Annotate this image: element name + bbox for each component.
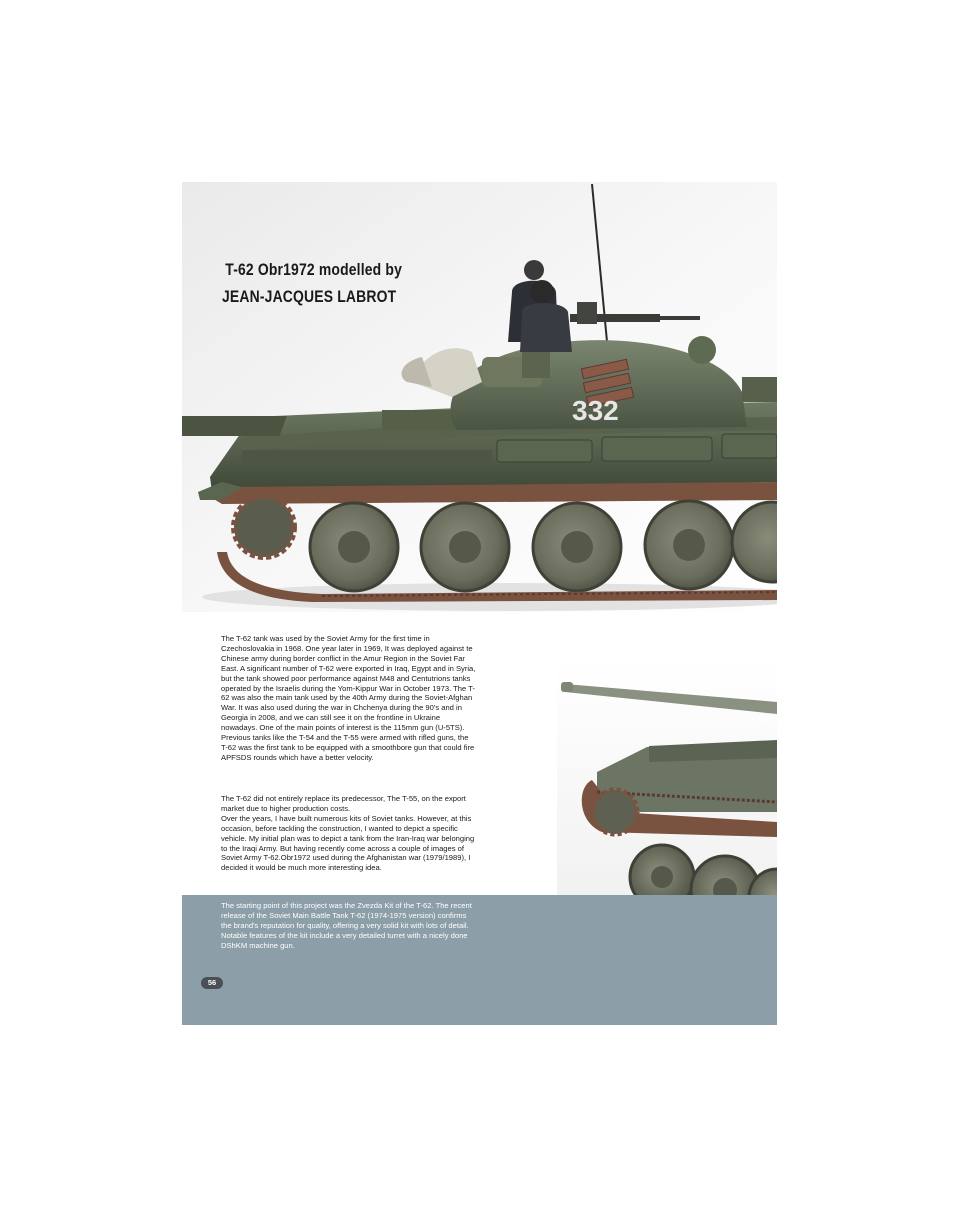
second-paragraph-line1: The T-62 did not entirely replace its predecessor, The T-55, on the export market due to higher production costs. — [221, 794, 466, 813]
second-paragraph-line2: Over the years, I have built numerous kits of Soviet tanks. However, at this occasion, before tackling the construction, I wanted to depict a specific vehicle. My initial plan was to depict a tank from the Iran-Iraq war belonging to the Iraqi Army. But having recently come across a couple of images of Soviet Army T-62.Obr1972 used during the Afghanistan war (1979/1989), I decided it would be much more interesting idea. — [221, 813, 475, 873]
magazine-page — [182, 182, 777, 1025]
turret-number: 332 — [572, 395, 619, 426]
second-paragraph — [221, 794, 476, 873]
intro-paragraph: The T-62 tank was used by the Soviet Army for the first time in Czechoslovakia in 1968. One year later in 1969, It was deployed against te Chinese army during border conflict in the Amur Region in the Soviet Far East. A significant number of T-62 were exported in Iraq, Egypt and in Syria, but the tank showed poor performance against M48 and Centutrions tanks operated by the Israelis during the Yom-Kippur War in October 1973. The T-62 was also the main tank used by the 40th Army during the Soviet-Afghan War. It was also used during the war in Chchenya during the 90's and in Georgia in 2008, and we can still see it on the frontline in Ukraine nowadays. One of the main points of interest is the 115mm gun (U-5TS). Previous tanks like the T-54 and the T-55 were armed with rifled guns, the T-62 was the first tank to be equipped with a smoothbore gun that could fire APFSDS rounds which have a better velocity. — [221, 634, 476, 762]
article-title-line1: T-62 Obr1972 modelled by — [225, 260, 402, 279]
band-paragraph: The starting point of this project was the Zvezda Kit of the T-62. The recent release of the Soviet Main Battle Tank T-62 (1974-1975 version) confirms the brand's reputation for quality, offering a very solid kit with lots of detail. Notable features of the kit include a very detailed turret with a nicely done DShKM machine gun. — [221, 901, 472, 950]
page-number-badge: 56 — [201, 977, 223, 989]
article-author-name: JEAN-JACQUES LABROT — [222, 287, 397, 306]
article-title — [222, 256, 402, 310]
main-tank-photo — [182, 182, 777, 612]
